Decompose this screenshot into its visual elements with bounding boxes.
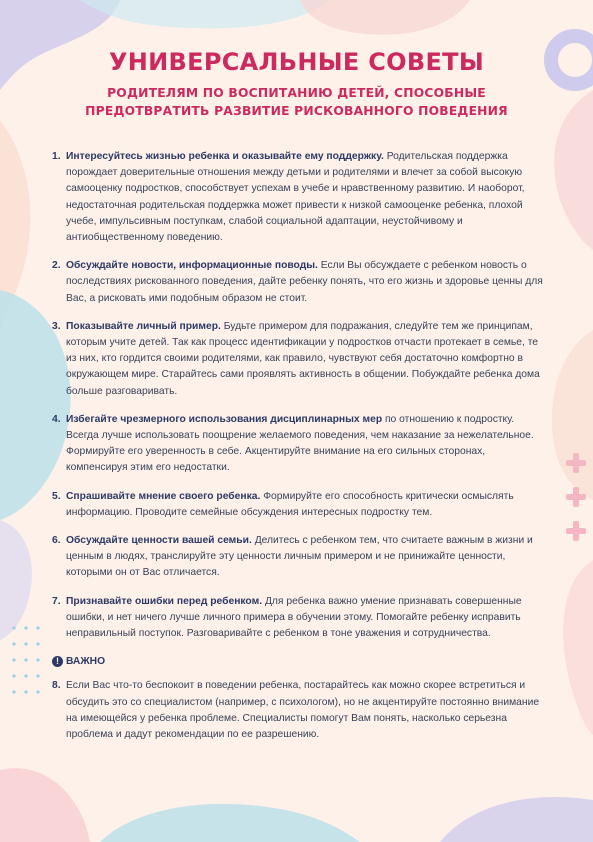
tip-item-3 <box>52 319 549 400</box>
tip-item-2 <box>52 258 549 307</box>
important-label: ВАЖНО <box>66 656 106 668</box>
tip-heading: Показывайте личный пример. <box>66 320 221 332</box>
tip-number: 6. <box>52 535 61 547</box>
tip-heading: Обсуждайте ценности вашей семьи. <box>66 535 252 547</box>
important-heading <box>52 654 549 670</box>
tip-text: Если Вас что-то беспокоит в поведении ребенка, постарайтесь как можно скорее встретиться и обсудить это со специалистом (например, с психологом), но не акцентируйте постоянно внимание на имеющейся у ребенка проблеме. Специалисты помогут Вам понять, насколько серьезна проблема и дадут рекомендации по ее разрешению. <box>66 680 540 741</box>
tip-text: Родительская поддержка порождает доверительные отношения между детьми и родителями и влечет за собой высокую самооценку подростков, способствует успехам в учебе и нравственному развитию. И наоборот, недостаточная родительская поддержка может привести к низкой самооценке ребенка, плохой учебе, импульсивным поступкам, слабой социальной адаптации, неустойчивому и антиобщественному поведению. <box>66 151 525 244</box>
tip-number: 7. <box>52 595 61 607</box>
page-title: УНИВЕРСАЛЬНЫЕ СОВЕТЫ <box>108 48 484 76</box>
tip-text: Будьте примером для подражания, следуйте тем же принципам, которым учите детей. Так как процесс идентификации у подростков отчасти протекает в семье, те из них, кто гордится своими родителями, как правило, чувствуют себя достаточно комфортно в окружающем мире. Старайтесь сами проявлять активность в общении. Побуждайте ребенка дома больше разговаривать. <box>66 320 540 397</box>
tip-heading: Избегайте чрезмерного использования дисциплинарных мер <box>66 413 383 425</box>
subtitle-line-2: ПРЕДОТВРАТИТЬ РАЗВИТИЕ РИСКОВАННОГО ПОВЕДЕНИЯ <box>85 104 508 118</box>
tip-number: 8. <box>52 680 61 692</box>
tip-number: 5. <box>52 490 61 502</box>
tips-list <box>52 149 549 755</box>
tip-heading: Обсуждайте новости, информационные поводы. <box>66 260 318 272</box>
subtitle-line-1: РОДИТЕЛЯМ ПО ВОСПИТАНИЮ ДЕТЕЙ, СПОСОБНЫЕ <box>107 86 486 100</box>
tip-text: Если Вы обсуждаете с ребенком новость о последствиях рискованного поведения, дайте ребенку понять, что его жизнь и здоровье ценны для Вас, а рисковать ими подобным образом не стоит. <box>66 260 543 304</box>
tip-item-8 <box>52 678 549 743</box>
tip-number: 1. <box>52 151 61 162</box>
tip-item-4 <box>52 412 549 477</box>
tip-item-5 <box>52 489 549 521</box>
tip-text: Формируйте его способность критически осмыслять информацию. Проводите семейные обсуждения интересных подростку тем. <box>66 490 514 518</box>
tip-heading: Интересуйтесь жизнью ребенка и оказывайте ему поддержку. <box>66 151 384 162</box>
tip-text: Для ребенка важно умение признавать совершенные ошибки, и нет ничего лучше личного примера в обучении этому. Помогайте ребенку исправить неправильный поступок. Разговаривайте с ребенком в тоне уважения и сотрудничества. <box>66 595 522 640</box>
tip-text: по отношению к подростку. Всегда лучше использовать поощрение желаемого поведения, чем наказание за нежелательное. Формируйте его уверенность в себе. Акцентируйте внимание на его сильных сторонах, компенсируя этим его недостатки. <box>66 413 534 474</box>
tip-number: 2. <box>52 260 61 272</box>
tip-item-6 <box>52 533 549 582</box>
tip-number: 3. <box>52 320 61 332</box>
exclamation-icon: ! <box>52 656 63 667</box>
tip-number: 4. <box>52 413 61 425</box>
tip-heading: Признавайте ошибки перед ребенком. <box>66 595 263 607</box>
tip-text: Делитесь с ребенком тем, что считаете важным в жизни и ценным в людях, транслируйте эту ценности личным примером и не принижайте ценности, которыми он от Вас отличается. <box>66 535 533 579</box>
tip-heading: Спрашивайте мнение своего ребенка. <box>66 490 261 502</box>
tip-item-7 <box>52 594 549 643</box>
page-subtitle <box>40 84 553 120</box>
tip-item-1 <box>52 149 549 246</box>
